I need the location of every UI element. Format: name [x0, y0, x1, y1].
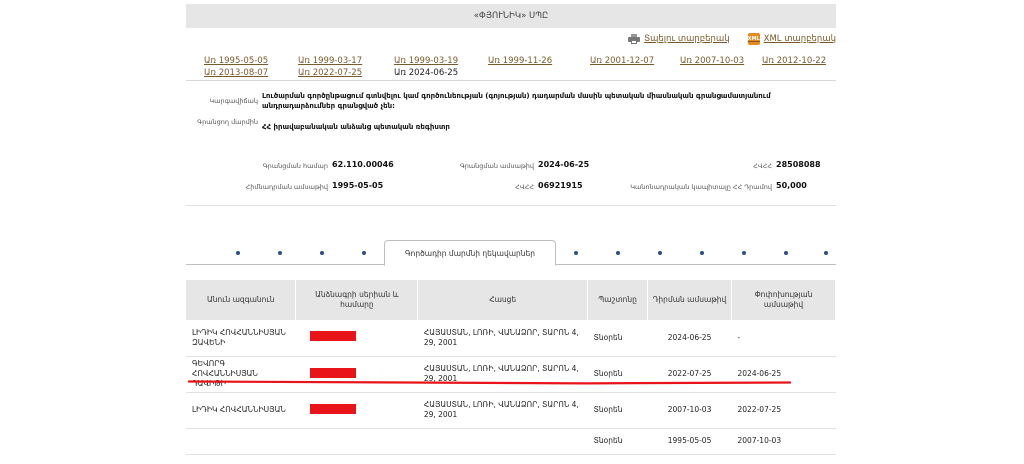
history-link[interactable]: Առ 1999-03-17 [298, 56, 363, 66]
redaction-mark [310, 404, 356, 414]
cell-start-date: 1995-05-05 [648, 428, 732, 454]
xml-version-link[interactable] [748, 33, 836, 45]
registrar-label: Գրանցող մարմին [197, 118, 258, 126]
capital-label: Կանոնադրական կապիտալը ՀՀ Դրամով [630, 183, 772, 191]
history-link[interactable]: Առ 1999-03-19 [394, 56, 459, 66]
divider [186, 80, 836, 81]
tab-dot[interactable] [574, 251, 578, 255]
cell-change-date: 2007-10-03 [732, 428, 836, 454]
founding-date-value: 1995-05-05 [332, 181, 384, 190]
cell-position: Տնօրեն [588, 428, 648, 454]
cell-name [186, 428, 296, 454]
tin-label: ՀՎՀՀ [753, 162, 772, 170]
status-value: Լուծարման գործընթացում գտնվելու կամ գործունեության (գոյության) դադարման մասին պետական միասնական գրանցամատյանում անդրադարձումներ գրանցված չեն: [262, 92, 771, 110]
cell-passport [296, 356, 418, 392]
xml-icon: XML [748, 33, 760, 45]
table-row [186, 356, 836, 392]
print-version-label: Տպելու տարբերակ [644, 34, 730, 44]
tab-dot[interactable] [278, 251, 282, 255]
cell-start-date: 2024-06-25 [648, 320, 732, 356]
history-link[interactable]: Առ 2013-08-07 [204, 68, 269, 78]
col-header-position: Պաշտոնը [588, 280, 648, 320]
capital-value: 50,000 [776, 181, 807, 190]
tab-dot[interactable] [784, 251, 788, 255]
history-link[interactable]: Առ 1995-05-05 [204, 56, 269, 66]
tab-dot[interactable] [658, 251, 662, 255]
redaction-mark [310, 368, 356, 378]
cell-start-date: 2007-10-03 [648, 392, 732, 428]
history-link[interactable]: Առ 2012-10-22 [762, 56, 827, 66]
xml-version-label: XML տարբերակ [763, 34, 836, 44]
company-title: «ՓՅՈՒՆԻԿ» ՍՊԸ [186, 4, 836, 28]
tab-dot[interactable] [700, 251, 704, 255]
actions-bar [628, 33, 836, 45]
code-value: 06921915 [538, 181, 583, 190]
cell-address [418, 428, 588, 454]
printer-icon [628, 34, 640, 44]
table-row [186, 320, 836, 356]
history-link[interactable]: Առ 1999-11-26 [488, 56, 553, 66]
col-header-name: Անուն ազգանուն [186, 280, 296, 320]
tab-executive-heads[interactable]: Գործադիր մարմնի ղեկավարներ [384, 240, 556, 266]
history-current: Առ 2024-06-25 [394, 68, 459, 78]
cell-address: ՀԱՅԱՍՏԱՆ, ԼՈՌԻ, ՎԱՆԱՁՈՐ, ՏԱՐՈՆ 4, 29, 2001 [418, 392, 588, 428]
print-version-link[interactable] [628, 34, 730, 44]
code-label: ՀՎՀՀ [515, 183, 534, 191]
tab-dot[interactable] [236, 251, 240, 255]
tab-dot[interactable] [616, 251, 620, 255]
cell-position: Տնօրեն [588, 392, 648, 428]
divider [186, 205, 836, 206]
table-header-row [186, 280, 836, 320]
founding-date-label: Հիմնադրման ամսաթիվ [245, 183, 328, 191]
history-link[interactable]: Առ 2022-07-25 [298, 68, 363, 78]
col-header-start-date: Դիրման ամսաթիվ [648, 280, 732, 320]
cell-change-date: 2022-07-25 [732, 392, 836, 428]
red-underline-annotation [188, 380, 791, 385]
tab-dot[interactable] [824, 251, 828, 255]
cell-position: Տնօրեն [588, 356, 648, 392]
status-label: Կարգավիճակ [209, 97, 258, 105]
reg-number-value: 62.110.00046 [332, 160, 394, 169]
cell-change-date: - [732, 320, 836, 356]
cell-passport [296, 428, 418, 454]
tab-dot[interactable] [742, 251, 746, 255]
history-row [204, 68, 834, 80]
executives-table [186, 280, 836, 455]
reg-date-label: Գրանցման ամսաթիվ [459, 162, 534, 170]
company-card [186, 0, 836, 464]
registrar-value: ՀՀ իրավաբանական անձանց պետական ռեգիստր [262, 123, 450, 131]
cell-change-date: 2024-06-25 [732, 356, 836, 392]
tab-dot[interactable] [362, 251, 366, 255]
col-header-passport: Անձնագրի սերիան և համարը [296, 280, 418, 320]
cell-name: ԼԻԴԻԿ ՀՈՎՀԱՆՆԻՍՅԱՆ ԶԱՎԵՆԻ [186, 320, 296, 356]
cell-passport [296, 392, 418, 428]
cell-name: ԳԵՎՈՐԳ ՀՈՎՀԱՆՆԻՍՅԱՆ ԴԱՎԻԹԻ [186, 356, 296, 392]
table-row [186, 428, 836, 454]
col-header-address: Հասցե [418, 280, 588, 320]
tin-value: 28508088 [776, 160, 821, 169]
reg-date-value: 2024-06-25 [538, 160, 590, 169]
cell-name: ԼԻԴԻԿ ՀՈՎՀԱՆՆԻՍՅԱՆ [186, 392, 296, 428]
reg-number-label: Գրանցման համար [262, 162, 328, 170]
cell-passport [296, 320, 418, 356]
cell-position: Տնօրեն [588, 320, 648, 356]
cell-address: ՀԱՅԱՍՏԱՆ, ԼՈՌԻ, ՎԱՆԱՁՈՐ, ՏԱՐՈՆ 4, 29, 2001 [418, 356, 588, 392]
tab-dot[interactable] [320, 251, 324, 255]
history-link[interactable]: Առ 2001-12-07 [590, 56, 655, 66]
cell-start-date: 2022-07-25 [648, 356, 732, 392]
col-header-change-date: Փոփոխության ամսաթիվ [732, 280, 836, 320]
cell-address: ՀԱՅԱՍՏԱՆ, ԼՈՌԻ, ՎԱՆԱՁՈՐ, ՏԱՐՈՆ 4, 29, 2001 [418, 320, 588, 356]
history-links [204, 56, 834, 80]
history-link[interactable]: Առ 2007-10-03 [680, 56, 745, 66]
history-row [204, 56, 834, 68]
table-row [186, 392, 836, 428]
redaction-mark [310, 331, 356, 341]
